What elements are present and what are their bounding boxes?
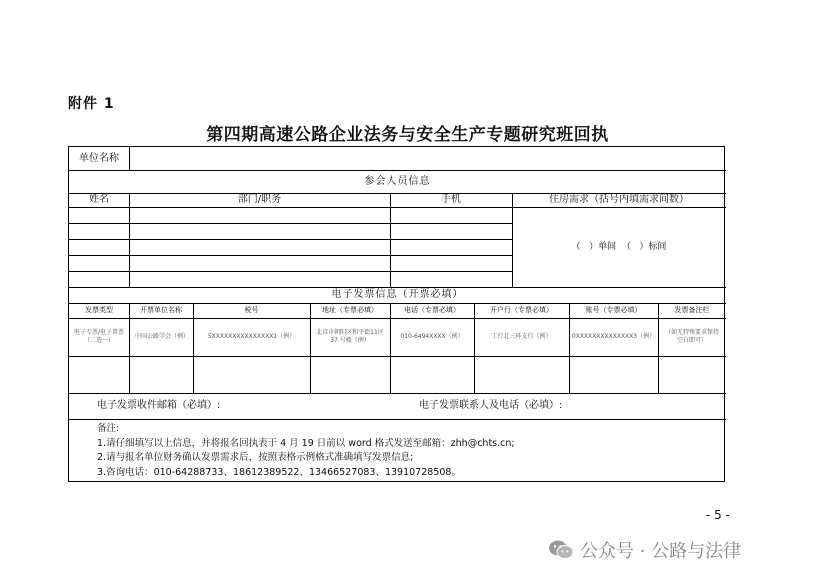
- invoice-col-unit: 开票单位名称: [140, 305, 182, 314]
- col-housing: 住房需求（括号内填需求间数）: [549, 194, 689, 206]
- housing-options[interactable]: （ ）单间 （ ）标间: [571, 241, 667, 252]
- col-name: 姓名: [89, 194, 109, 206]
- page-number: - 5 -: [706, 508, 730, 522]
- col-dept: 部门/职务: [237, 194, 282, 206]
- invoice-col-taxid: 税号: [244, 305, 259, 314]
- col-phone: 手机: [441, 194, 461, 206]
- document-title: 第四期高速公路企业法务与安全生产专题研究班回执: [206, 125, 609, 145]
- invoice-example-remark: （如无特殊要求保持空白即可）: [665, 328, 720, 344]
- note-line: 3.咨询电话：010-64288733、18612389522、13466527083、13910728508。: [97, 466, 461, 478]
- invoice-example-account: 0XXXXXXXXXXXXXX3（例）: [571, 332, 656, 340]
- invoice-col-account: 账号（专票必填）: [585, 305, 642, 314]
- participants-header: 参会人员信息: [364, 175, 431, 187]
- invoice-header: 电子发票信息（开票必填）: [331, 289, 464, 301]
- invoice-col-bank: 开户行（专票必填）: [490, 305, 553, 314]
- watermark: [548, 537, 741, 563]
- registration-form-table: [68, 146, 725, 482]
- invoice-col-phone: 电话（专票必填）: [404, 305, 460, 314]
- notes-section: [97, 422, 722, 480]
- invoice-example-taxid: 5XXXXXXXXXXXXXXX1（例）: [207, 332, 296, 340]
- contact-label: 电子发票联系人及电话（必填）:: [419, 400, 563, 412]
- invoice-example-type: 电子专票/电子普票（二选一）: [73, 328, 125, 344]
- invoice-example-address: 北京市朝阳区和平街11区 37 号楼（例）: [316, 328, 384, 344]
- invoice-col-type: 发票类型: [85, 305, 113, 314]
- invoice-example-bank: 工行北三环支行（例）: [491, 332, 552, 340]
- wechat-icon: [548, 539, 574, 561]
- note-line: 1.请仔细填写以上信息，并将报名回执表于 4 月 19 日前以 word 格式发送至邮箱：zhh@chts.cn;: [97, 437, 515, 449]
- watermark-text: 公众号 · 公路与法律: [580, 541, 742, 562]
- invoice-col-address: 地址（专票必填）: [322, 305, 378, 314]
- invoice-example-unit: 中国公路学会（例）: [135, 332, 190, 340]
- notes-title: 备注:: [97, 423, 120, 434]
- email-label: 电子发票收件邮箱（必填）:: [97, 400, 221, 412]
- unit-name-label: 单位名称: [79, 152, 119, 164]
- invoice-col-remark: 发票备注栏: [674, 305, 710, 314]
- unit-name-field[interactable]: [130, 147, 726, 170]
- invoice-example-phone: 010-6494XXXX（例）: [400, 332, 464, 340]
- note-line: 2.请与报名单位财务确认发票需求后，按照表格示例格式准确填写发票信息;: [97, 452, 414, 463]
- attachment-label: 附件 1: [68, 96, 115, 112]
